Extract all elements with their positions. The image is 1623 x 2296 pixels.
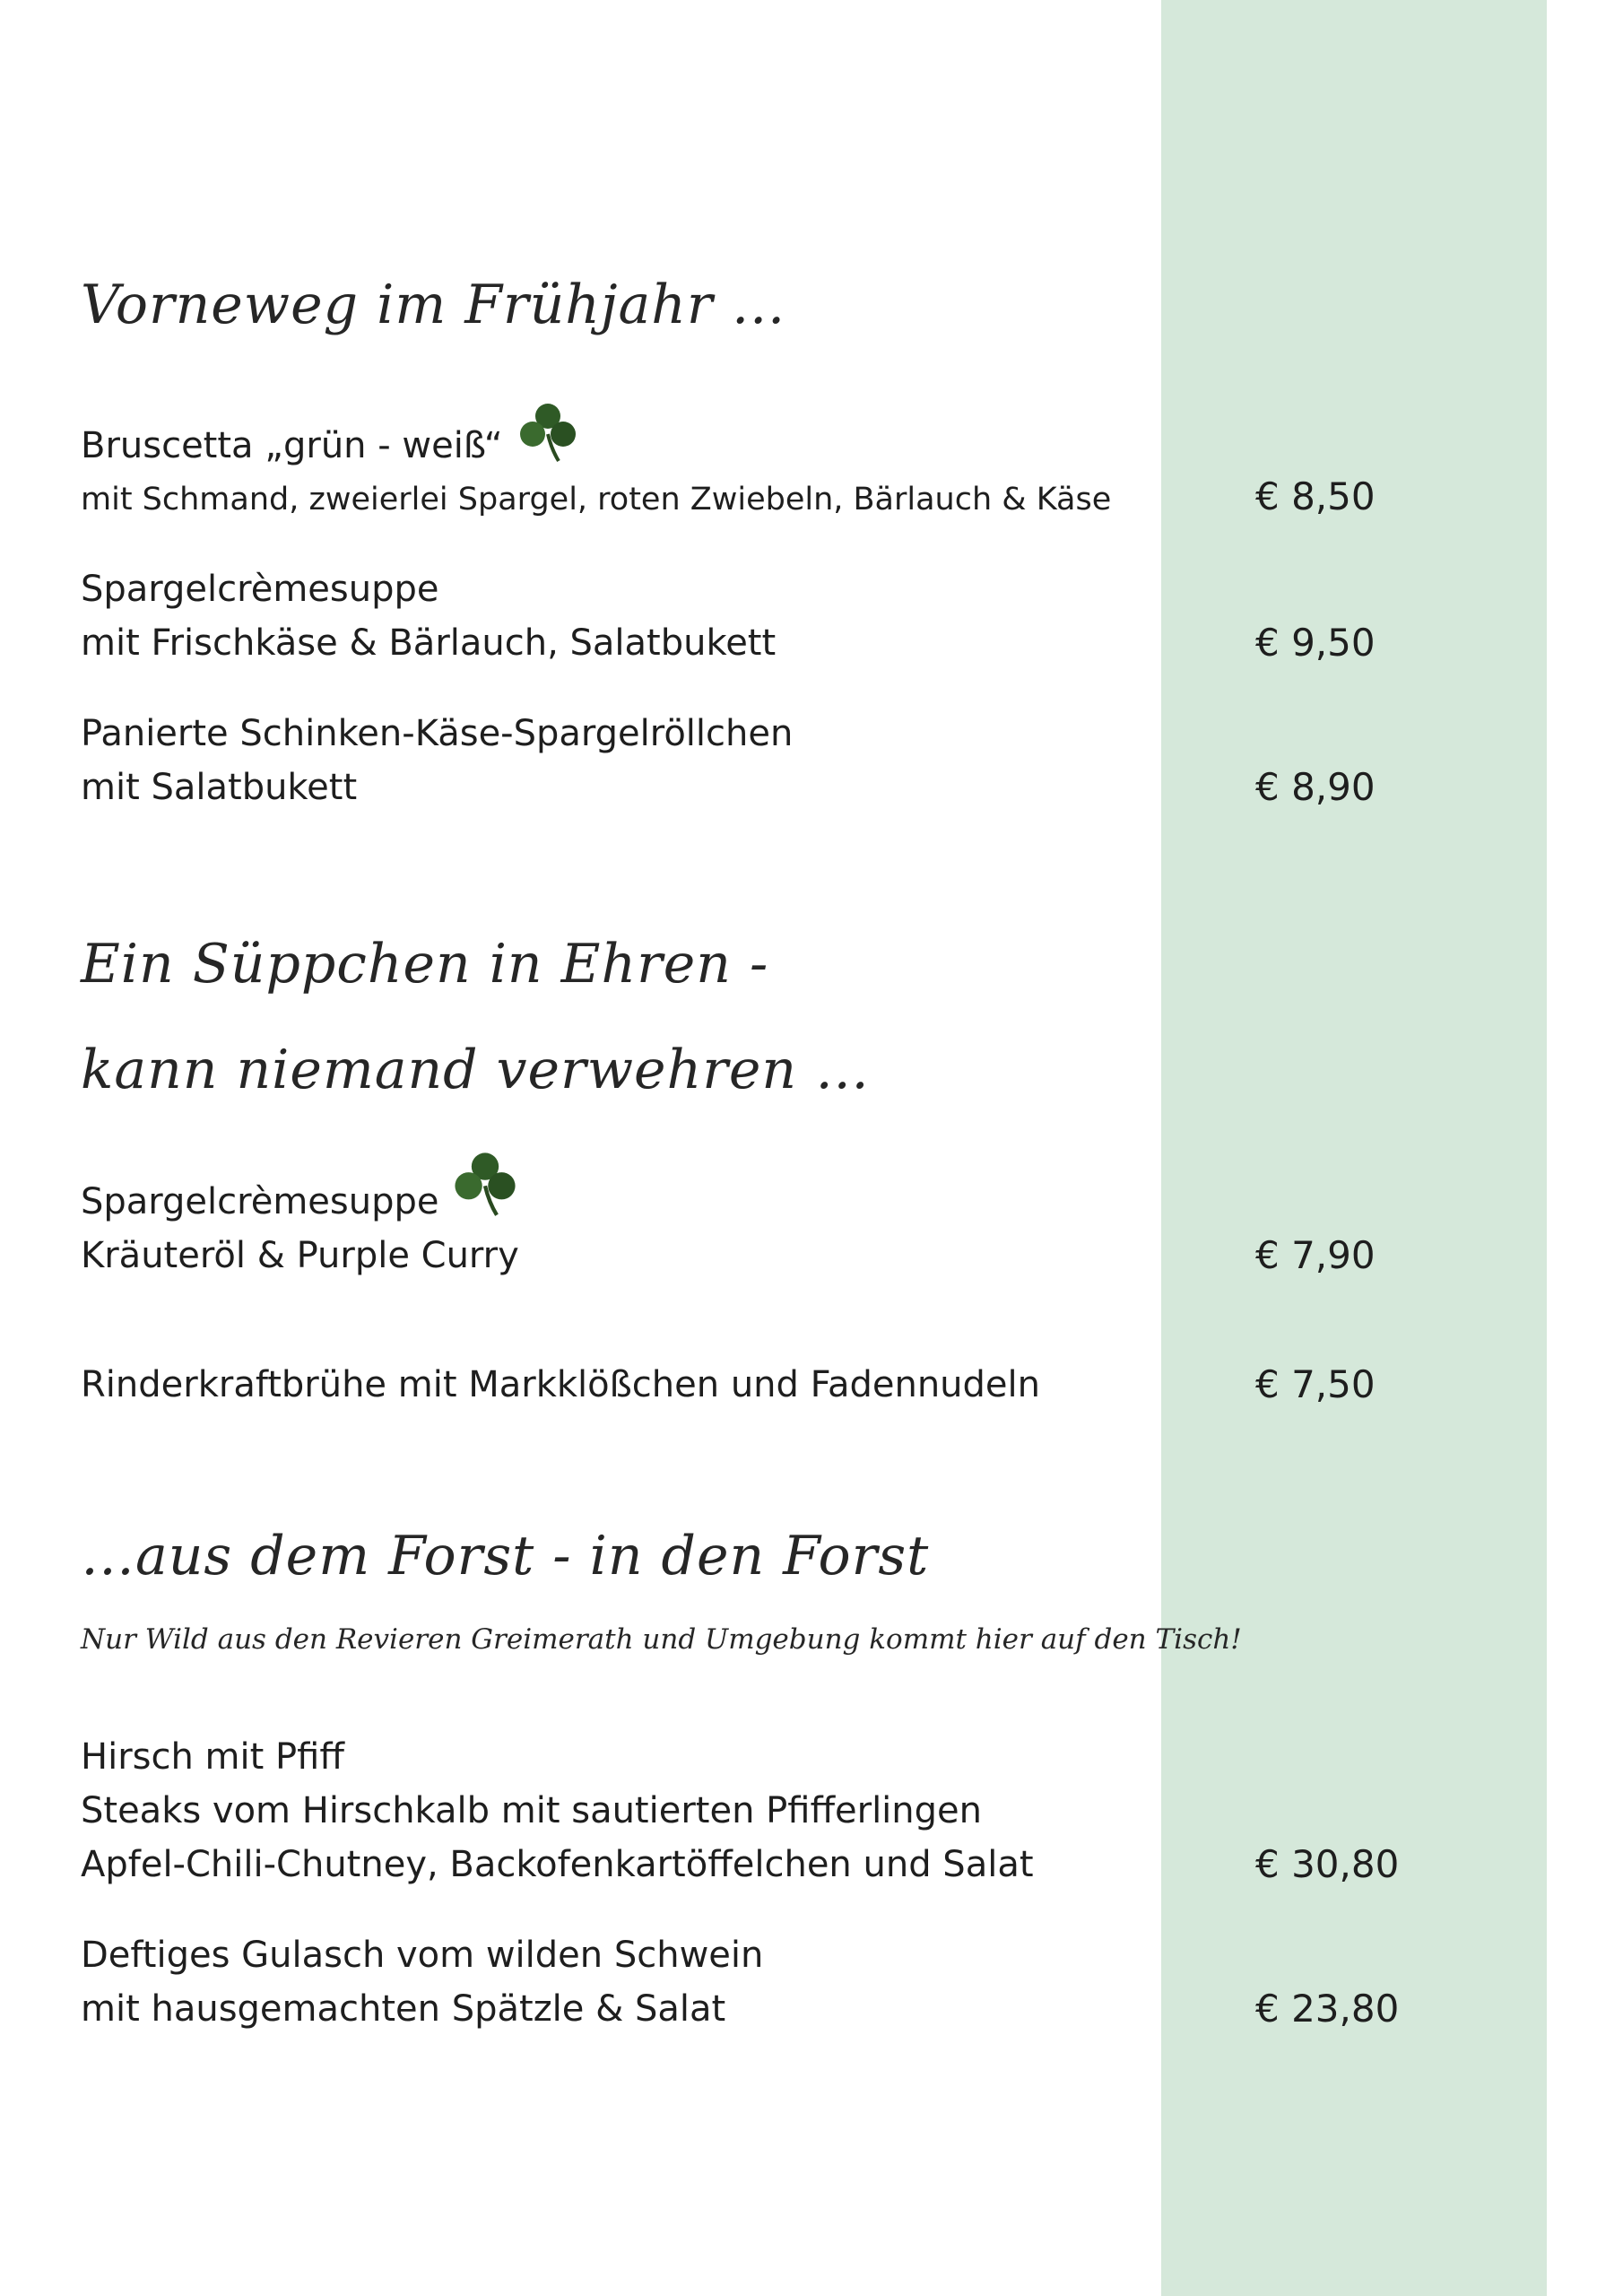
- item-description: mit Salatbukett: [81, 767, 358, 808]
- item-price: € 8,90: [1255, 765, 1376, 809]
- item-description: mit hausgemachten Spätzle & Salat: [81, 1988, 726, 2030]
- section-heading-soup-line-1: Ein Süppchen in Ehren -: [81, 933, 769, 996]
- item-price: € 23,80: [1255, 1987, 1400, 2031]
- item-name: Hirsch mit Pfiff: [81, 1736, 344, 1778]
- item-name: Deftiges Gulasch vom wilden Schwein: [81, 1935, 764, 1976]
- item-description: Kräuteröl & Purple Curry: [81, 1235, 519, 1276]
- clover-icon: [450, 1148, 520, 1218]
- item-description: mit Schmand, zweierlei Spargel, roten Zwiebeln, Bärlauch & Käse: [81, 482, 1112, 517]
- item-price: € 9,50: [1255, 621, 1376, 665]
- item-name: Panierte Schinken-Käse-Spargelröllchen: [81, 713, 794, 754]
- item-description: Steaks vom Hirschkalb mit sautierten Pfifferlingen: [81, 1790, 982, 1831]
- item-name: Rinderkraftbrühe mit Markklößchen und Fadennudeln: [81, 1364, 1040, 1405]
- clover-icon: [516, 400, 580, 463]
- section-heading-spring: Vorneweg im Frühjahr …: [81, 274, 786, 336]
- section-heading-soup-line-2: kann niemand verwehren …: [81, 1039, 871, 1101]
- section-heading-forest: …aus dem Forst - in den Forst: [81, 1525, 930, 1587]
- price-column-band: [1161, 0, 1547, 2296]
- item-name: Bruscetta „grün - weiß“: [81, 425, 503, 466]
- section-note-game-origin: Nur Wild aus den Revieren Greimerath und Umgebung kommt hier auf den Tisch!: [81, 1623, 1242, 1656]
- item-name: Spargelcrèmesuppe: [81, 1181, 439, 1222]
- item-description: Apfel-Chili-Chutney, Backofenkartöffelchen und Salat: [81, 1844, 1034, 1885]
- item-price: € 30,80: [1255, 1842, 1400, 1886]
- item-price: € 8,50: [1255, 474, 1376, 518]
- item-price: € 7,50: [1255, 1362, 1376, 1406]
- item-name: Spargelcrèmesuppe: [81, 569, 439, 610]
- item-price: € 7,90: [1255, 1233, 1376, 1277]
- item-description: mit Frischkäse & Bärlauch, Salatbukett: [81, 622, 777, 664]
